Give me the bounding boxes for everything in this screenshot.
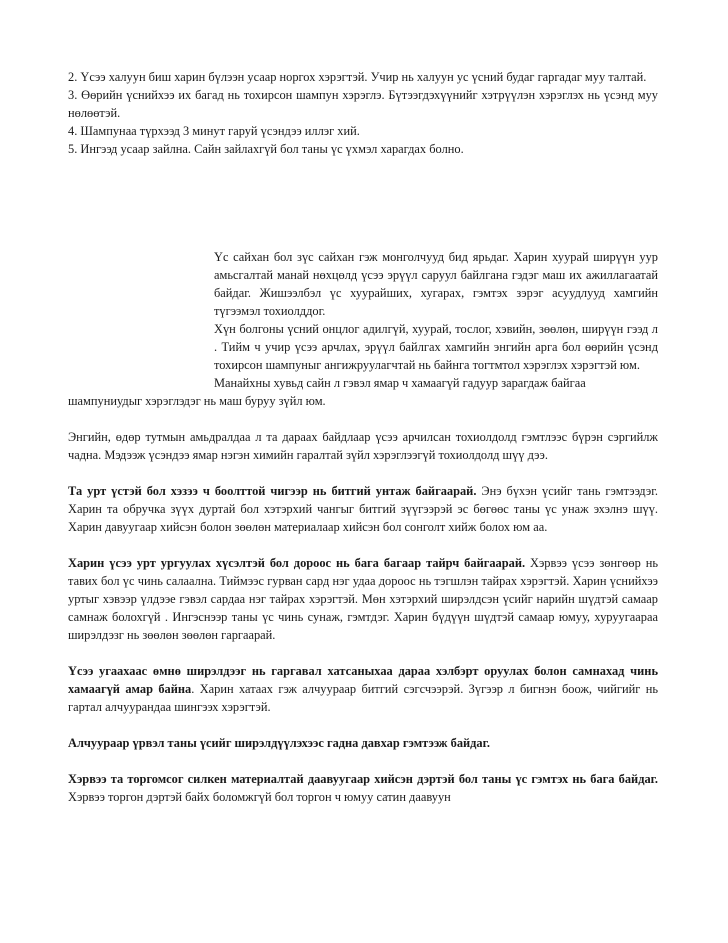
intro-paragraph-2: Хүн болгоны үсний онцлог адилгүй, хуурай, тослог, хэвийн, зөөлөн, ширүүн гээд л . Тийм ч учир үсээ арчлах, эрүүл байлгах хамгийн энгийн арга бол өөрийн үсэнд тохирсон шампуныг ангижруулагчтай нь байнга тогтмтол хэрэглэх хэрэгтэй юм. [214,322,658,372]
blank-space [68,158,658,248]
paragraph-long-hair [68,482,658,536]
paragraph-long-hair-bold: Та урт үстэй бол хэзээ ч боолттой чигээр нь битгий унтаж байгаарай. [68,484,477,498]
paragraph-long-hair-text: Энэ бүхэн үсийг тань гэмтээдэг. Харин та обручка зүүх дуртай бол хэтэрхий чангыг битгий зүүгээрэй эс бөгөөс таны үс унаж эхэлнэ шүү. Харин давуугаар хийсэн болон зөөлөн материалаар хийсэн бол сонголт хийж болох юм аа. [68,484,658,534]
step-5: 5. Ингээд усаар зайлна. Сайн зайлахгүй бол таны үс үхмэл харагдах болно. [68,142,464,156]
intro-block [214,248,658,392]
paragraph-trim-comb [68,554,658,644]
intro-paragraph-3-end: шампуниудыг хэрэглэдэг нь маш буруу зүйл юм. [68,394,326,408]
paragraph-towel-bold: Алчуураар үрвэл таны үсийг ширэлдүүлэхээс гадна давхар гэмтээж байдаг. [68,736,490,750]
paragraph-trim-comb-text: Хэрвээ үсээ зөнгөөр нь тавих бол үс чинь салаална. Тиймээс гурван сард нэг удаа дороос нь тэгшлэн тайрах хэрэгтэй. Харин үснийхээ уртыг хэвээр үлдээе гэвэл сардаа нэг тайрах хэрэгтэй. Мөн хэтэрхий ширэлдсэн үсийг нарийн шүдтэй самаар самнаж болохгүй . Ингэснээр таны үс чинь сунаж, гэмтдэг. Харин бүдүүн шүдтэй самаар юмуу, хуруугаараа ширэлдэзг нь зөөлөн зөөлөн гаргаарай. [68,556,658,642]
intro-paragraph-3-start: Манайхны хувьд сайн л гэвэл ямар ч хамаагүй гадуур зарагдаж байгаа [214,376,586,390]
step-4: 4. Шампунаа түрхээд 3 минут гаруй үсэндээ иллэг хий. [68,124,360,138]
paragraph-trim-comb-bold: Харин үсээ урт ургуулах хүсэлтэй бол дороос нь бага багаар тайрч байгаарай. [68,556,526,570]
step-3: 3. Өөрийн үснийхээ их багад нь тохирсон шампун хэрэглэ. Бүтээгдэхүүнийг хэтрүүлэн хэрэглэх нь үсэнд муу нөлөөтэй. [68,88,658,120]
paragraph-silk-pillow [68,770,658,806]
paragraph-silk-pillow-text: Хэрвээ торгон дэртэй байх боломжгүй бол торгон ч юмуу сатин даавуун [68,790,451,804]
document-page [68,68,658,806]
intro-paragraph-1: Үс сайхан бол зүс сайхан гэж монголчууд бид ярьдаг. Харин хуурай ширүүн уур амьсгалтай манай нөхцөлд үсээ эрүүл саруул байлгана гэдэг маш их ажиллагаатай байдаг. Жишээлбэл үс хуурайших, хугарах, гэмтэх зэрэг асуудлууд хамгийн түгээмэл тохиолддог. [214,250,658,318]
paragraph-daily-care: Энгийн, өдөр тутмын амьдралдаа л та дараах байдлаар үсээ арчилсан тохиолдолд гэмтлээс бүрэн сэргийлж чадна. Мэдээж үсэндээ ямар нэгэн химийн гаралтай зүйл хэрэглээгүй тохиолдолд шүү дээ. [68,430,658,462]
paragraph-wash [68,662,658,716]
step-2: 2. Үсээ халуун биш харин бүлээн усаар норгох хэрэгтэй. Учир нь халуун ус үсний будаг гаргадаг муу талтай. [68,70,647,84]
paragraph-silk-pillow-bold: Хэрвээ та торгомсог силкен материалтай даавуугаар хийсэн дэртэй бол таны үс гэмтэх нь бага байдаг. [68,772,658,786]
paragraph-towel [68,734,658,752]
paragraph-wash-bold: Үсээ угаахаас өмнө ширэлдээг нь гаргавал хатсаныхаа дараа хэлбэрт оруулах болон самнахад чинь хамаагүй амар байна [68,664,658,696]
paragraph-wash-text: . Харин хатаах гэж алчуураар битгий сэгсчээрэй. Зүгээр л бигнэн боож, чийгийг нь гартал алчуурандаа шингээх хэрэгтэй. [68,682,658,714]
